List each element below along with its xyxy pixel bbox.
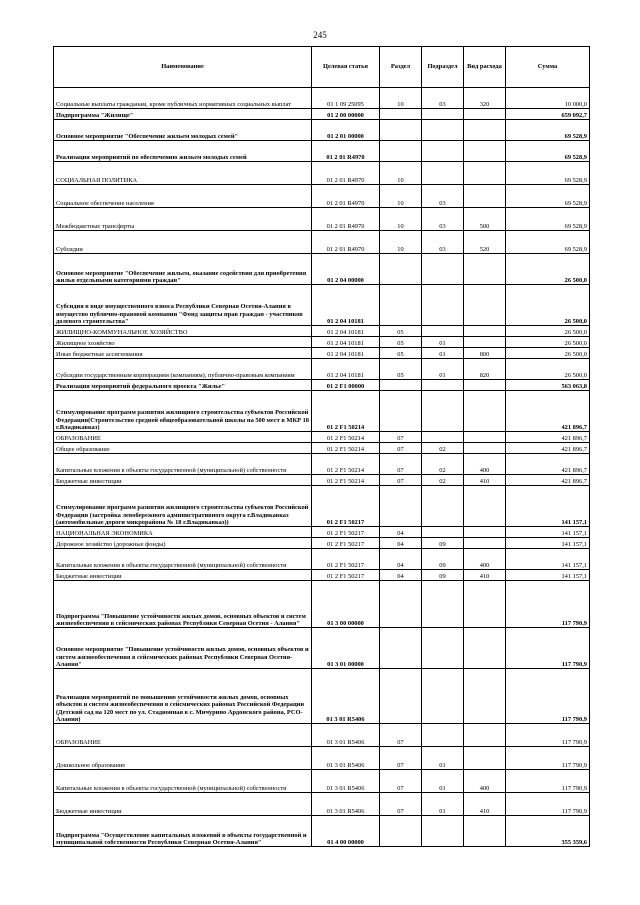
row-expense-type — [464, 326, 506, 337]
header-section: Раздел — [380, 47, 422, 88]
row-sum: 141 157,1 — [506, 527, 590, 538]
row-name: ОБРАЗОВАНИЕ — [54, 724, 312, 747]
row-target-article: 01 2 01 R4970 — [312, 231, 380, 254]
table-row — [54, 208, 590, 231]
row-section — [380, 285, 422, 326]
row-expense-type — [464, 185, 506, 208]
row-name: Капитальные вложения в объекты государственной (муниципальной) собственности — [54, 454, 312, 475]
table-row — [54, 285, 590, 326]
row-expense-type: 400 — [464, 770, 506, 793]
row-sum: 563 063,8 — [506, 380, 590, 391]
row-sum: 421 896,7 — [506, 432, 590, 443]
table-row — [54, 337, 590, 348]
row-section — [380, 254, 422, 285]
row-subsection — [422, 724, 464, 747]
row-subsection — [422, 254, 464, 285]
row-name: Социальные выплаты гражданам, кроме публичных нормативных социальных выплат — [54, 88, 312, 109]
row-target-article: 01 1 09 25095 — [312, 88, 380, 109]
row-subsection — [422, 432, 464, 443]
row-sum: 26 500,0 — [506, 337, 590, 348]
row-expense-type — [464, 141, 506, 162]
row-target-article: 01 2 F1 50217 — [312, 486, 380, 527]
row-target-article: 01 2 F1 50214 — [312, 475, 380, 486]
row-name: Бюджетные инвестиции — [54, 793, 312, 816]
row-section: 05 — [380, 359, 422, 380]
row-section: 04 — [380, 538, 422, 549]
row-section: 10 — [380, 162, 422, 185]
table-row — [54, 724, 590, 747]
row-subsection — [422, 581, 464, 628]
row-subsection: 09 — [422, 549, 464, 570]
row-section: 07 — [380, 747, 422, 770]
row-target-article: 01 3 01 00000 — [312, 628, 380, 669]
row-target-article: 01 3 01 R5406 — [312, 770, 380, 793]
row-sum: 141 157,1 — [506, 570, 590, 581]
row-name: Подпрограмма "Повышение устойчивости жилых домов, основных объектов и систем жизнеобеспечения в сейсмических районах Республики Северная Осетия - Алания" — [54, 581, 312, 628]
row-target-article: 01 2 F1 50214 — [312, 391, 380, 432]
row-name: Субсидия в виде имущественного взноса Республики Северная Осетия-Алания в имущество публично-правовой компании "Фонд защиты прав граждан - участников долевого строительства" — [54, 285, 312, 326]
header-name: Наименование — [54, 47, 312, 88]
row-section — [380, 669, 422, 724]
row-sum: 117 790,9 — [506, 747, 590, 770]
row-expense-type: 410 — [464, 570, 506, 581]
row-subsection: 03 — [422, 231, 464, 254]
row-target-article: 01 2 F1 50214 — [312, 443, 380, 454]
row-name: Бюджетные инвестиции — [54, 475, 312, 486]
row-target-article: 01 2 00 00000 — [312, 109, 380, 120]
row-expense-type: 400 — [464, 549, 506, 570]
row-expense-type — [464, 380, 506, 391]
row-target-article: 01 2 01 R4970 — [312, 141, 380, 162]
table-row — [54, 141, 590, 162]
row-section — [380, 120, 422, 141]
row-target-article: 01 2 04 10181 — [312, 326, 380, 337]
row-subsection — [422, 527, 464, 538]
row-sum: 421 896,7 — [506, 443, 590, 454]
table-row — [54, 570, 590, 581]
row-target-article: 01 2 04 10181 — [312, 359, 380, 380]
table-row — [54, 669, 590, 724]
table-row — [54, 120, 590, 141]
row-name: Дошкольное образование — [54, 747, 312, 770]
row-section — [380, 380, 422, 391]
row-name: Основное мероприятие "Обеспечение жильем молодых семей" — [54, 120, 312, 141]
row-subsection — [422, 816, 464, 847]
table-row — [54, 231, 590, 254]
row-target-article: 01 3 00 00000 — [312, 581, 380, 628]
row-target-article: 01 2 01 R4970 — [312, 208, 380, 231]
row-sum: 69 528,9 — [506, 162, 590, 185]
row-expense-type: 800 — [464, 348, 506, 359]
row-subsection: 03 — [422, 208, 464, 231]
row-section: 07 — [380, 432, 422, 443]
table-row — [54, 391, 590, 432]
row-subsection: 03 — [422, 185, 464, 208]
row-expense-type — [464, 538, 506, 549]
row-name: Бюджетные инвестиции — [54, 570, 312, 581]
row-sum: 26 500,0 — [506, 348, 590, 359]
header-subsection: Подраздел — [422, 47, 464, 88]
header-target-article: Целевая статья — [312, 47, 380, 88]
row-expense-type: 820 — [464, 359, 506, 380]
table-row — [54, 359, 590, 380]
row-expense-type — [464, 669, 506, 724]
row-section: 05 — [380, 348, 422, 359]
row-name: Основное мероприятие "Обеспечение жильем, оказание содействия для приобретения жилья отдельными категориями граждан" — [54, 254, 312, 285]
row-subsection: 09 — [422, 538, 464, 549]
row-name: Стимулирование программ развития жилищного строительства субъектов Российской Федерации(Строительство средней общеобразовательной школы на 500 мест в МКР 18 г.Владикавказ) — [54, 391, 312, 432]
row-sum: 659 092,7 — [506, 109, 590, 120]
row-sum: 117 790,9 — [506, 669, 590, 724]
row-subsection — [422, 141, 464, 162]
row-sum: 69 528,9 — [506, 208, 590, 231]
row-name: Субсидии государственным корпорациям (компаниям), публично-правовым компаниям — [54, 359, 312, 380]
row-subsection: 09 — [422, 570, 464, 581]
row-name: Межбюджетные трансферты — [54, 208, 312, 231]
row-section: 10 — [380, 208, 422, 231]
row-sum: 117 790,9 — [506, 770, 590, 793]
row-section — [380, 628, 422, 669]
row-target-article: 01 2 01 00000 — [312, 120, 380, 141]
row-target-article: 01 4 00 00000 — [312, 816, 380, 847]
table-row — [54, 475, 590, 486]
row-expense-type — [464, 747, 506, 770]
table-row — [54, 549, 590, 570]
table-header-row — [54, 47, 590, 88]
row-sum: 69 528,9 — [506, 120, 590, 141]
row-name: Субсидии — [54, 231, 312, 254]
row-section — [380, 109, 422, 120]
row-sum: 69 528,9 — [506, 231, 590, 254]
row-target-article: 01 2 F1 50217 — [312, 570, 380, 581]
row-section: 04 — [380, 527, 422, 538]
row-sum: 141 157,1 — [506, 538, 590, 549]
row-subsection — [422, 120, 464, 141]
table-row — [54, 326, 590, 337]
row-section: 07 — [380, 475, 422, 486]
table-row — [54, 380, 590, 391]
row-name: Дорожное хозяйство (дорожные фонды) — [54, 538, 312, 549]
row-sum: 421 896,7 — [506, 391, 590, 432]
table-row — [54, 527, 590, 538]
row-expense-type — [464, 109, 506, 120]
row-section: 07 — [380, 443, 422, 454]
row-section — [380, 141, 422, 162]
table-row — [54, 816, 590, 847]
row-subsection: 01 — [422, 770, 464, 793]
row-expense-type — [464, 432, 506, 443]
row-subsection — [422, 391, 464, 432]
row-sum: 421 896,7 — [506, 475, 590, 486]
row-target-article: 01 2 F1 50214 — [312, 432, 380, 443]
table-row — [54, 432, 590, 443]
row-subsection: 03 — [422, 88, 464, 109]
row-subsection — [422, 380, 464, 391]
row-name: ОБРАЗОВАНИЕ — [54, 432, 312, 443]
row-section: 07 — [380, 454, 422, 475]
row-expense-type: 400 — [464, 454, 506, 475]
row-name: Основное мероприятие "Повышение устойчивости жилых домов, основных объектов и систем жизнеобеспечения в сейсмических районах Республики Северная Осетия-Алания" — [54, 628, 312, 669]
row-subsection: 01 — [422, 348, 464, 359]
row-sum: 355 359,6 — [506, 816, 590, 847]
table-row — [54, 454, 590, 475]
row-section: 05 — [380, 337, 422, 348]
row-sum: 26 500,0 — [506, 359, 590, 380]
table-row — [54, 254, 590, 285]
row-subsection: 02 — [422, 454, 464, 475]
row-target-article: 01 2 04 10181 — [312, 348, 380, 359]
table-row — [54, 770, 590, 793]
row-sum: 117 790,9 — [506, 793, 590, 816]
row-name: Подпрограмма "Осуществление капитальных вложений в объекты государственной и муниципальной собственности Республики Северная Осетия-Алания" — [54, 816, 312, 847]
row-name: Реализация мероприятий по обеспечению жильем молодых семей — [54, 141, 312, 162]
row-expense-type: 410 — [464, 793, 506, 816]
row-section: 07 — [380, 724, 422, 747]
row-expense-type — [464, 816, 506, 847]
table-row — [54, 628, 590, 669]
row-expense-type — [464, 527, 506, 538]
row-expense-type: 520 — [464, 231, 506, 254]
row-target-article: 01 2 01 R4970 — [312, 162, 380, 185]
row-target-article: 01 3 01 R5406 — [312, 793, 380, 816]
row-name: СОЦИАЛЬНАЯ ПОЛИТИКА — [54, 162, 312, 185]
row-name: Реализация мероприятий федерального проекта "Жилье" — [54, 380, 312, 391]
row-target-article: 01 2 04 10181 — [312, 337, 380, 348]
row-section: 07 — [380, 793, 422, 816]
row-subsection — [422, 628, 464, 669]
row-target-article: 01 3 01 R5406 — [312, 724, 380, 747]
table-row — [54, 747, 590, 770]
row-sum: 69 528,9 — [506, 141, 590, 162]
row-expense-type — [464, 724, 506, 747]
row-section: 07 — [380, 770, 422, 793]
row-name: НАЦИОНАЛЬНАЯ ЭКОНОМИКА — [54, 527, 312, 538]
row-name: ЖИЛИЩНО-КОММУНАЛЬНОЕ ХОЗЯЙСТВО — [54, 326, 312, 337]
row-subsection — [422, 669, 464, 724]
table-row — [54, 109, 590, 120]
row-name: Капитальные вложения в объекты государственной (муниципальной) собственности — [54, 549, 312, 570]
row-target-article: 01 2 04 10181 — [312, 285, 380, 326]
row-subsection — [422, 486, 464, 527]
row-sum: 117 790,9 — [506, 724, 590, 747]
row-target-article: 01 2 F1 50217 — [312, 527, 380, 538]
row-target-article: 01 2 01 R4970 — [312, 185, 380, 208]
row-target-article: 01 2 F1 50214 — [312, 454, 380, 475]
row-section: 10 — [380, 185, 422, 208]
row-expense-type — [464, 581, 506, 628]
row-name: Реализация мероприятий по повышению устойчивости жилых домов, основных объектов и систем жизнеобеспечения в сейсмических районах Российской Федерации (Детский сад на 120 мест по ул. Стадионная в с. Мичурино Ардонского района, РСО-Алания) — [54, 669, 312, 724]
row-section — [380, 816, 422, 847]
row-section: 10 — [380, 231, 422, 254]
row-subsection: 01 — [422, 793, 464, 816]
table-row — [54, 185, 590, 208]
row-section — [380, 391, 422, 432]
row-expense-type — [464, 120, 506, 141]
row-expense-type — [464, 443, 506, 454]
row-target-article: 01 3 01 R5406 — [312, 669, 380, 724]
table-row — [54, 486, 590, 527]
row-expense-type: 410 — [464, 475, 506, 486]
row-name: Общее образование — [54, 443, 312, 454]
row-subsection — [422, 109, 464, 120]
row-expense-type — [464, 391, 506, 432]
row-expense-type — [464, 628, 506, 669]
row-subsection: 01 — [422, 337, 464, 348]
row-subsection — [422, 162, 464, 185]
table-row — [54, 348, 590, 359]
header-expense-type: Вид расхода — [464, 47, 506, 88]
table-row — [54, 581, 590, 628]
row-section — [380, 486, 422, 527]
row-sum: 141 157,1 — [506, 486, 590, 527]
row-name: Подпрограмма "Жилище" — [54, 109, 312, 120]
row-expense-type: 500 — [464, 208, 506, 231]
row-expense-type — [464, 337, 506, 348]
row-target-article: 01 2 04 00000 — [312, 254, 380, 285]
budget-table — [53, 46, 590, 847]
row-section: 04 — [380, 570, 422, 581]
table-row — [54, 443, 590, 454]
table-row — [54, 162, 590, 185]
table-row — [54, 538, 590, 549]
row-sum: 26 500,0 — [506, 285, 590, 326]
row-section — [380, 581, 422, 628]
row-sum: 26 500,0 — [506, 254, 590, 285]
row-expense-type — [464, 285, 506, 326]
row-name: Иные бюджетные ассигнования — [54, 348, 312, 359]
row-subsection — [422, 326, 464, 337]
table-row — [54, 88, 590, 109]
row-expense-type — [464, 254, 506, 285]
row-section: 05 — [380, 326, 422, 337]
header-sum: Сумма — [506, 47, 590, 88]
row-subsection: 01 — [422, 359, 464, 380]
row-target-article: 01 2 F1 50217 — [312, 538, 380, 549]
row-target-article: 01 2 F1 00000 — [312, 380, 380, 391]
row-sum: 10 000,0 — [506, 88, 590, 109]
row-sum: 26 500,0 — [506, 326, 590, 337]
row-expense-type — [464, 486, 506, 527]
row-expense-type — [464, 162, 506, 185]
row-target-article: 01 2 F1 50217 — [312, 549, 380, 570]
row-section: 04 — [380, 549, 422, 570]
row-subsection: 02 — [422, 475, 464, 486]
row-name: Социальное обеспечение населения — [54, 185, 312, 208]
row-sum: 421 896,7 — [506, 454, 590, 475]
row-section: 10 — [380, 88, 422, 109]
row-sum: 117 790,9 — [506, 628, 590, 669]
page-number: 245 — [313, 30, 327, 40]
table-row — [54, 793, 590, 816]
row-name: Стимулирование программ развития жилищного строительства субъектов Российской Федерации (застройка левобережного административного округа г.Владикавказ (автомобильные дороги микрорайона № 18 г.Владикавказ)) — [54, 486, 312, 527]
row-subsection — [422, 285, 464, 326]
row-subsection: 02 — [422, 443, 464, 454]
row-sum: 141 157,1 — [506, 549, 590, 570]
row-name: Капитальные вложения в объекты государственной (муниципальной) собственности — [54, 770, 312, 793]
row-subsection: 01 — [422, 747, 464, 770]
row-name: Жилищное хозяйство — [54, 337, 312, 348]
row-target-article: 01 3 01 R5406 — [312, 747, 380, 770]
row-expense-type: 320 — [464, 88, 506, 109]
row-sum: 117 790,9 — [506, 581, 590, 628]
row-sum: 69 528,9 — [506, 185, 590, 208]
